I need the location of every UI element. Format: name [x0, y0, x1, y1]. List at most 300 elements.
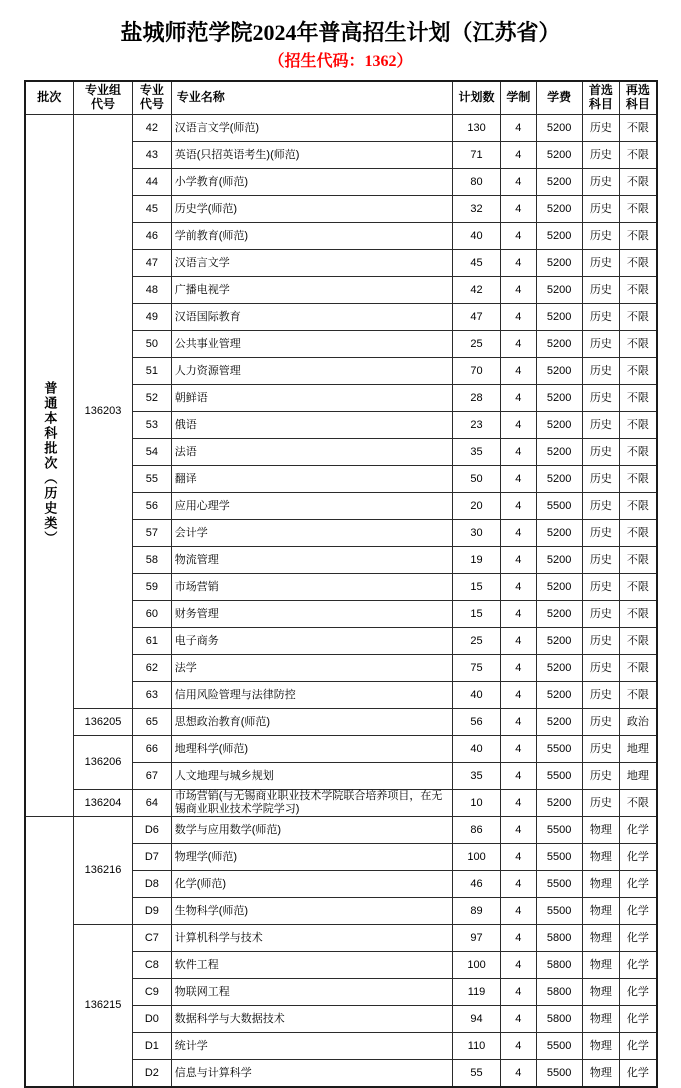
second-subject-cell: 化学	[620, 817, 657, 844]
first-subject-cell: 物理	[582, 844, 620, 871]
col-header-first-line2: 科目	[588, 97, 613, 111]
major-code-cell: D9	[133, 898, 172, 925]
plan-count-cell: 20	[453, 493, 501, 520]
study-years-cell: 4	[501, 331, 537, 358]
major-code-cell: D0	[133, 1006, 172, 1033]
col-header-second-line1: 再选	[625, 83, 650, 98]
tuition-fee-cell: 5200	[536, 682, 582, 709]
plan-count-cell: 55	[453, 1060, 501, 1088]
plan-count-cell: 30	[453, 520, 501, 547]
major-code-cell: 50	[133, 331, 172, 358]
tuition-fee-cell: 5500	[536, 493, 582, 520]
plan-count-cell: 40	[453, 223, 501, 250]
major-name-text: 地理科学(师范)	[174, 742, 249, 755]
major-code-cell: 44	[133, 169, 172, 196]
study-years-cell: 4	[501, 358, 537, 385]
second-subject-cell: 不限	[620, 601, 657, 628]
second-subject-cell: 地理	[620, 736, 657, 763]
first-subject-cell: 历史	[582, 331, 620, 358]
first-subject-cell: 物理	[582, 925, 620, 952]
group-code-cell: 136206	[73, 736, 132, 790]
second-subject-cell: 化学	[620, 844, 657, 871]
col-header-code	[133, 81, 172, 115]
table-row	[25, 115, 657, 142]
major-name-text: 汉语言文学	[174, 256, 230, 269]
first-subject-cell: 历史	[582, 574, 620, 601]
study-years-cell: 4	[501, 385, 537, 412]
study-years-cell: 4	[501, 493, 537, 520]
major-name-text: 信用风险管理与法律防控	[174, 688, 296, 701]
tuition-fee-cell: 5200	[536, 277, 582, 304]
plan-count-cell: 15	[453, 601, 501, 628]
major-name-text: 化学(师范)	[174, 877, 227, 890]
plan-count-cell: 23	[453, 412, 501, 439]
major-code-cell: 57	[133, 520, 172, 547]
title-block	[0, 0, 681, 74]
major-name-text: 朝鲜语	[174, 391, 208, 404]
table-row	[25, 790, 657, 817]
study-years-cell: 4	[501, 466, 537, 493]
col-header-first-line1: 首选	[588, 83, 613, 98]
study-years-cell: 4	[501, 790, 537, 817]
col-header-batch: 批次	[25, 81, 74, 115]
first-subject-cell: 历史	[582, 520, 620, 547]
major-name-text: 市场营销(与无锡商业职业技术学院联合培养项目，在无锡商业职业技术学院学习)	[174, 790, 443, 815]
first-subject-cell: 物理	[582, 1006, 620, 1033]
first-subject-cell: 历史	[582, 223, 620, 250]
major-code-cell: C7	[133, 925, 172, 952]
major-name-cell	[171, 196, 452, 223]
major-name-text: 会计学	[174, 526, 208, 539]
tuition-fee-cell: 5200	[536, 655, 582, 682]
tuition-fee-cell: 5200	[536, 466, 582, 493]
study-years-cell: 4	[501, 979, 537, 1006]
second-subject-cell: 不限	[620, 493, 657, 520]
tuition-fee-cell: 5200	[536, 520, 582, 547]
first-subject-cell: 历史	[582, 412, 620, 439]
study-years-cell: 4	[501, 736, 537, 763]
second-subject-cell: 不限	[620, 547, 657, 574]
major-name-text: 软件工程	[174, 958, 219, 971]
major-code-cell: C9	[133, 979, 172, 1006]
tuition-fee-cell: 5500	[536, 898, 582, 925]
major-name-cell	[171, 1060, 452, 1088]
major-name-cell	[171, 682, 452, 709]
header-row	[25, 81, 657, 115]
table-row	[25, 925, 657, 952]
study-years-cell: 4	[501, 925, 537, 952]
major-name-cell	[171, 547, 452, 574]
second-subject-cell: 不限	[620, 790, 657, 817]
plan-count-cell: 80	[453, 169, 501, 196]
major-name-cell	[171, 412, 452, 439]
major-code-cell: 52	[133, 385, 172, 412]
first-subject-cell: 物理	[582, 1060, 620, 1088]
plan-count-cell: 100	[453, 844, 501, 871]
major-code-cell: 62	[133, 655, 172, 682]
tuition-fee-cell: 5200	[536, 223, 582, 250]
study-years-cell: 4	[501, 169, 537, 196]
plan-count-cell: 47	[453, 304, 501, 331]
major-code-cell: 66	[133, 736, 172, 763]
major-name-cell	[171, 520, 452, 547]
batch-label: 普通本科批次（历史类）	[42, 381, 58, 547]
tuition-fee-cell: 5200	[536, 412, 582, 439]
plan-count-cell: 40	[453, 736, 501, 763]
major-name-text: 信息与计算科学	[174, 1066, 252, 1079]
major-name-text: 统计学	[174, 1039, 208, 1052]
second-subject-cell: 不限	[620, 223, 657, 250]
col-header-fee: 学费	[536, 81, 582, 115]
second-subject-cell: 不限	[620, 277, 657, 304]
study-years-cell: 4	[501, 547, 537, 574]
major-code-cell: 59	[133, 574, 172, 601]
major-name-text: 小学教育(师范)	[174, 175, 249, 188]
second-subject-cell: 不限	[620, 358, 657, 385]
plan-table-wrapper	[24, 80, 658, 1088]
major-code-cell: 43	[133, 142, 172, 169]
tuition-fee-cell: 5800	[536, 925, 582, 952]
major-name-cell	[171, 925, 452, 952]
group-code-cell: 136203	[73, 115, 132, 709]
first-subject-cell: 历史	[582, 385, 620, 412]
first-subject-cell: 历史	[582, 439, 620, 466]
plan-count-cell: 45	[453, 250, 501, 277]
major-name-cell	[171, 574, 452, 601]
tuition-fee-cell: 5800	[536, 952, 582, 979]
tuition-fee-cell: 5500	[536, 1033, 582, 1060]
study-years-cell: 4	[501, 709, 537, 736]
col-header-first-subject	[582, 81, 620, 115]
col-header-second-line2: 科目	[625, 97, 650, 111]
tuition-fee-cell: 5200	[536, 547, 582, 574]
study-years-cell: 4	[501, 439, 537, 466]
plan-count-cell: 75	[453, 655, 501, 682]
plan-count-cell: 130	[453, 115, 501, 142]
first-subject-cell: 历史	[582, 790, 620, 817]
tuition-fee-cell: 5500	[536, 871, 582, 898]
major-name-cell	[171, 817, 452, 844]
first-subject-cell: 历史	[582, 250, 620, 277]
study-years-cell: 4	[501, 115, 537, 142]
first-subject-cell: 历史	[582, 628, 620, 655]
study-years-cell: 4	[501, 601, 537, 628]
major-name-text: 物流管理	[174, 553, 219, 566]
table-row	[25, 736, 657, 763]
admission-code-subtitle: （招生代码：1362）	[268, 53, 413, 70]
major-name-cell	[171, 709, 452, 736]
study-years-cell: 4	[501, 898, 537, 925]
major-name-cell	[171, 223, 452, 250]
col-header-group-line1: 专业组	[84, 83, 121, 98]
major-name-cell	[171, 1006, 452, 1033]
tuition-fee-cell: 5200	[536, 142, 582, 169]
tuition-fee-cell: 5200	[536, 709, 582, 736]
tuition-fee-cell: 5200	[536, 574, 582, 601]
major-name-cell	[171, 655, 452, 682]
study-years-cell: 4	[501, 1060, 537, 1088]
major-code-cell: 48	[133, 277, 172, 304]
plan-count-cell: 32	[453, 196, 501, 223]
major-code-cell: D7	[133, 844, 172, 871]
study-years-cell: 4	[501, 628, 537, 655]
table-row	[25, 709, 657, 736]
batch-cell	[25, 817, 74, 1088]
plan-count-cell: 119	[453, 979, 501, 1006]
study-years-cell: 4	[501, 844, 537, 871]
second-subject-cell: 不限	[620, 682, 657, 709]
major-name-text: 人文地理与城乡规划	[174, 769, 274, 782]
study-years-cell: 4	[501, 520, 537, 547]
major-code-cell: 47	[133, 250, 172, 277]
major-name-cell	[171, 277, 452, 304]
major-name-text: 英语(只招英语考生)(师范)	[174, 148, 300, 161]
major-name-cell	[171, 790, 452, 817]
tuition-fee-cell: 5500	[536, 736, 582, 763]
study-years-cell: 4	[501, 1006, 537, 1033]
major-name-text: 学前教育(师范)	[174, 229, 249, 242]
first-subject-cell: 历史	[582, 196, 620, 223]
plan-count-cell: 42	[453, 277, 501, 304]
study-years-cell: 4	[501, 655, 537, 682]
second-subject-cell: 不限	[620, 655, 657, 682]
major-code-cell: D8	[133, 871, 172, 898]
major-code-cell: 45	[133, 196, 172, 223]
major-name-cell	[171, 601, 452, 628]
major-name-cell	[171, 844, 452, 871]
first-subject-cell: 历史	[582, 304, 620, 331]
plan-count-cell: 56	[453, 709, 501, 736]
major-code-cell: 60	[133, 601, 172, 628]
first-subject-cell: 历史	[582, 709, 620, 736]
plan-count-cell: 28	[453, 385, 501, 412]
study-years-cell: 4	[501, 250, 537, 277]
plan-count-cell: 25	[453, 331, 501, 358]
plan-count-cell: 19	[453, 547, 501, 574]
major-name-text: 物理学(师范)	[174, 850, 238, 863]
major-name-cell	[171, 385, 452, 412]
second-subject-cell: 不限	[620, 142, 657, 169]
second-subject-cell: 不限	[620, 115, 657, 142]
tuition-fee-cell: 5200	[536, 331, 582, 358]
major-name-text: 生物科学(师范)	[174, 904, 249, 917]
major-code-cell: 61	[133, 628, 172, 655]
second-subject-cell: 不限	[620, 250, 657, 277]
major-code-cell: D1	[133, 1033, 172, 1060]
second-subject-cell: 化学	[620, 979, 657, 1006]
major-name-cell	[171, 1033, 452, 1060]
tuition-fee-cell: 5800	[536, 1006, 582, 1033]
first-subject-cell: 物理	[582, 952, 620, 979]
major-name-text: 翻译	[174, 472, 197, 485]
major-name-cell	[171, 628, 452, 655]
major-name-text: 物联网工程	[174, 985, 230, 998]
batch-cell	[25, 115, 74, 817]
plan-count-cell: 15	[453, 574, 501, 601]
second-subject-cell: 不限	[620, 385, 657, 412]
second-subject-cell: 化学	[620, 1033, 657, 1060]
second-subject-cell: 不限	[620, 412, 657, 439]
study-years-cell: 4	[501, 952, 537, 979]
first-subject-cell: 历史	[582, 682, 620, 709]
study-years-cell: 4	[501, 1033, 537, 1060]
tuition-fee-cell: 5500	[536, 763, 582, 790]
major-code-cell: 49	[133, 304, 172, 331]
major-name-cell	[171, 439, 452, 466]
second-subject-cell: 不限	[620, 169, 657, 196]
page-title: 盐城师范学院2024年普高招生计划（江苏省）	[120, 20, 561, 45]
table-header	[25, 81, 657, 115]
col-header-code-line1: 专业	[139, 83, 164, 98]
major-name-text: 数据科学与大数据技术	[174, 1012, 285, 1025]
major-name-text: 历史学(师范)	[174, 202, 238, 215]
second-subject-cell: 不限	[620, 196, 657, 223]
major-name-text: 广播电视学	[174, 283, 230, 296]
plan-count-cell: 71	[453, 142, 501, 169]
first-subject-cell: 历史	[582, 277, 620, 304]
tuition-fee-cell: 5500	[536, 817, 582, 844]
second-subject-cell: 不限	[620, 628, 657, 655]
second-subject-cell: 政治	[620, 709, 657, 736]
second-subject-cell: 地理	[620, 763, 657, 790]
first-subject-cell: 历史	[582, 493, 620, 520]
tuition-fee-cell: 5200	[536, 439, 582, 466]
col-header-name: 专业名称	[171, 81, 452, 115]
major-code-cell: 54	[133, 439, 172, 466]
tuition-fee-cell: 5200	[536, 628, 582, 655]
plan-count-cell: 70	[453, 358, 501, 385]
first-subject-cell: 历史	[582, 142, 620, 169]
second-subject-cell: 不限	[620, 331, 657, 358]
major-name-cell	[171, 898, 452, 925]
major-code-cell: 64	[133, 790, 172, 817]
study-years-cell: 4	[501, 763, 537, 790]
major-name-text: 计算机科学与技术	[174, 931, 263, 944]
major-name-cell	[171, 169, 452, 196]
major-name-text: 汉语言文学(师范)	[174, 121, 260, 134]
major-name-text: 数学与应用数学(师范)	[174, 823, 282, 836]
col-header-second-subject	[620, 81, 657, 115]
tuition-fee-cell: 5200	[536, 601, 582, 628]
second-subject-cell: 化学	[620, 898, 657, 925]
table-row	[25, 817, 657, 844]
major-code-cell: 63	[133, 682, 172, 709]
col-header-code-line2: 代号	[139, 97, 164, 111]
major-name-text: 法学	[174, 661, 197, 674]
major-code-cell: C8	[133, 952, 172, 979]
major-code-cell: 46	[133, 223, 172, 250]
second-subject-cell: 化学	[620, 871, 657, 898]
tuition-fee-cell: 5200	[536, 358, 582, 385]
second-subject-cell: 不限	[620, 520, 657, 547]
first-subject-cell: 物理	[582, 979, 620, 1006]
plan-count-cell: 46	[453, 871, 501, 898]
major-name-cell	[171, 358, 452, 385]
tuition-fee-cell: 5200	[536, 250, 582, 277]
tuition-fee-cell: 5800	[536, 979, 582, 1006]
second-subject-cell: 化学	[620, 1006, 657, 1033]
major-name-cell	[171, 736, 452, 763]
major-name-cell	[171, 871, 452, 898]
tuition-fee-cell: 5200	[536, 304, 582, 331]
major-name-text: 汉语国际教育	[174, 310, 241, 323]
col-header-group	[73, 81, 132, 115]
major-code-cell: 51	[133, 358, 172, 385]
second-subject-cell: 化学	[620, 952, 657, 979]
major-name-text: 财务管理	[174, 607, 219, 620]
major-code-cell: 42	[133, 115, 172, 142]
major-name-cell	[171, 763, 452, 790]
study-years-cell: 4	[501, 871, 537, 898]
first-subject-cell: 历史	[582, 547, 620, 574]
study-years-cell: 4	[501, 817, 537, 844]
second-subject-cell: 不限	[620, 466, 657, 493]
major-code-cell: 53	[133, 412, 172, 439]
tuition-fee-cell: 5200	[536, 169, 582, 196]
major-name-text: 思想政治教育(师范)	[174, 715, 271, 728]
first-subject-cell: 历史	[582, 169, 620, 196]
first-subject-cell: 历史	[582, 466, 620, 493]
plan-count-cell: 86	[453, 817, 501, 844]
table-body	[25, 115, 657, 1088]
group-code-cell: 136205	[73, 709, 132, 736]
study-years-cell: 4	[501, 304, 537, 331]
first-subject-cell: 历史	[582, 358, 620, 385]
major-name-text: 市场营销	[174, 580, 219, 593]
study-years-cell: 4	[501, 412, 537, 439]
plan-count-cell: 40	[453, 682, 501, 709]
first-subject-cell: 历史	[582, 601, 620, 628]
study-years-cell: 4	[501, 574, 537, 601]
major-name-cell	[171, 979, 452, 1006]
second-subject-cell: 不限	[620, 574, 657, 601]
major-name-text: 人力资源管理	[174, 364, 241, 377]
study-years-cell: 4	[501, 682, 537, 709]
study-years-cell: 4	[501, 277, 537, 304]
major-code-cell: 55	[133, 466, 172, 493]
second-subject-cell: 不限	[620, 439, 657, 466]
plan-count-cell: 89	[453, 898, 501, 925]
tuition-fee-cell: 5200	[536, 385, 582, 412]
major-code-cell: 67	[133, 763, 172, 790]
major-code-cell: D2	[133, 1060, 172, 1088]
tuition-fee-cell: 5500	[536, 1060, 582, 1088]
first-subject-cell: 物理	[582, 871, 620, 898]
tuition-fee-cell: 5200	[536, 115, 582, 142]
major-name-cell	[171, 304, 452, 331]
study-years-cell: 4	[501, 196, 537, 223]
first-subject-cell: 历史	[582, 736, 620, 763]
plan-count-cell: 35	[453, 763, 501, 790]
first-subject-cell: 历史	[582, 763, 620, 790]
study-years-cell: 4	[501, 142, 537, 169]
major-name-cell	[171, 115, 452, 142]
col-header-num: 计划数	[453, 81, 501, 115]
major-name-cell	[171, 250, 452, 277]
major-name-text: 俄语	[174, 418, 197, 431]
plan-count-cell: 110	[453, 1033, 501, 1060]
group-code-cell: 136216	[73, 817, 132, 925]
first-subject-cell: 历史	[582, 115, 620, 142]
plan-count-cell: 100	[453, 952, 501, 979]
major-name-cell	[171, 952, 452, 979]
group-code-cell: 136204	[73, 790, 132, 817]
tuition-fee-cell: 5200	[536, 790, 582, 817]
plan-count-cell: 94	[453, 1006, 501, 1033]
major-name-cell	[171, 466, 452, 493]
tuition-fee-cell: 5200	[536, 196, 582, 223]
group-code-cell: 136215	[73, 925, 132, 1088]
